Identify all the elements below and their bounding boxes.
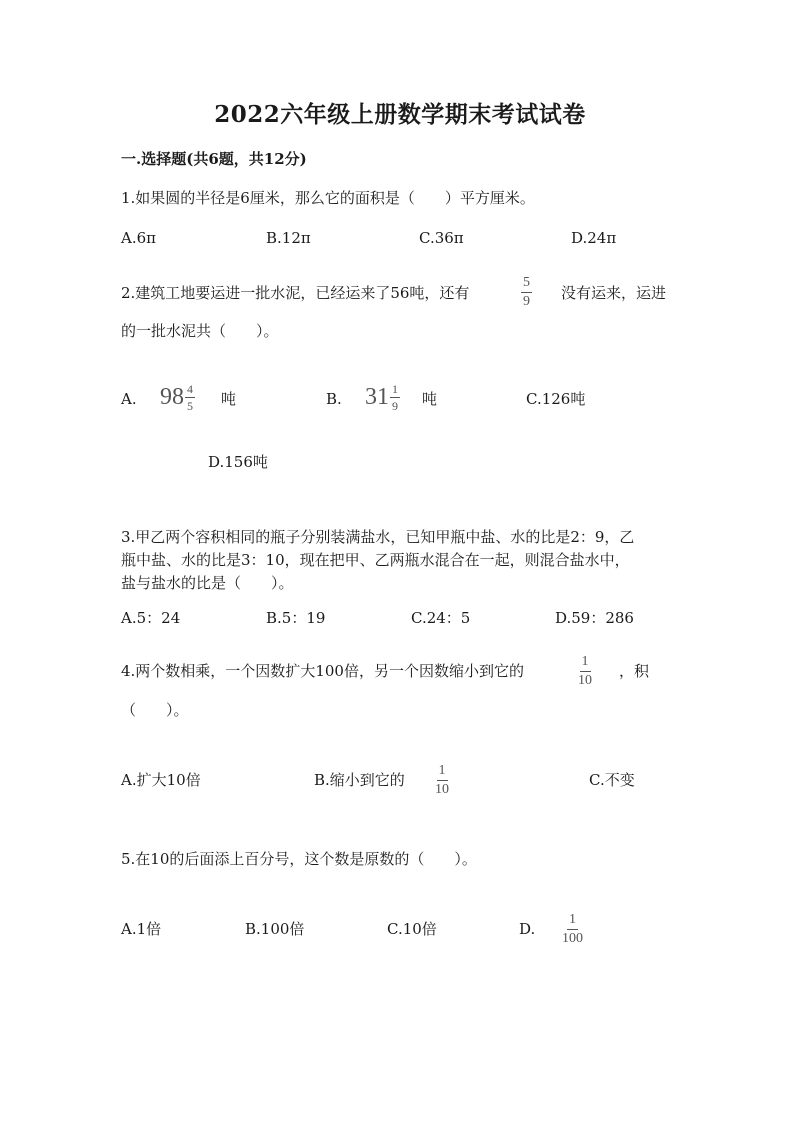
question-2-stem-part2: 没有运来，运进	[561, 284, 667, 302]
fraction-numerator: 4	[187, 382, 193, 396]
question-1-stem: 1.如果圆的半径是6厘米，那么它的面积是（ ）平方厘米。	[121, 189, 535, 207]
question-2-option-a-value	[160, 383, 195, 412]
question-4-stem-part1: 4.两个数相乘，一个因数扩大100倍，另一个因数缩小到它的	[121, 662, 524, 680]
question-3-option-d: D.59：286	[555, 609, 634, 627]
question-5-option-b: B.100倍	[245, 920, 305, 938]
fraction-numerator: 1	[437, 764, 448, 781]
question-2-stem-part3: 的一批水泥共（ ）。	[121, 322, 279, 340]
question-2-option-a-unit: 吨	[221, 390, 237, 408]
fraction-numerator: 1	[392, 382, 398, 396]
mixed-whole: 31	[365, 384, 389, 410]
question-2-fraction	[521, 276, 532, 309]
question-3-option-a: A.5：24	[121, 609, 181, 627]
question-5-option-d-fraction	[562, 913, 583, 946]
question-1-option-a: A.6π	[121, 229, 157, 247]
question-2-stem-part1: 2.建筑工地要运进一批水泥，已经运来了56吨，还有	[121, 284, 470, 302]
question-2-option-d: D.156吨	[208, 453, 268, 471]
question-3-stem-line1: 3.甲乙两个容积相同的瓶子分别装满盐水，已知甲瓶中盐、水的比是2：9，乙	[121, 528, 635, 546]
question-2-option-b-unit: 吨	[422, 390, 438, 408]
question-5-option-d-label: D.	[519, 920, 536, 938]
fraction-numerator: 1	[580, 655, 591, 672]
question-4-stem-part3: （ ）。	[121, 701, 189, 719]
question-2-option-b-label: B.	[326, 390, 342, 408]
question-2-option-b-value	[365, 383, 400, 412]
question-4-option-b-fraction	[435, 764, 449, 797]
question-5-stem: 5.在10的后面添上百分号，这个数是原数的（ ）。	[121, 850, 477, 868]
question-3-option-b: B.5：19	[266, 609, 326, 627]
fraction-denominator: 10	[578, 673, 592, 688]
question-1-option-c: C.36π	[419, 229, 464, 247]
question-1-option-b: B.12π	[266, 229, 311, 247]
question-1-option-d: D.24π	[571, 229, 617, 247]
section-heading: 一.选择题(共6题，共12分)	[121, 150, 307, 168]
page-title: 2022六年级上册数学期末考试试卷	[214, 101, 586, 128]
fraction-denominator: 10	[435, 782, 449, 797]
question-2-option-c: C.126吨	[526, 390, 586, 408]
question-2-option-a-label: A.	[121, 390, 137, 408]
fraction-denominator: 5	[187, 399, 193, 413]
fraction-denominator: 9	[523, 294, 530, 309]
question-4-option-a: A.扩大10倍	[121, 771, 201, 789]
question-3-stem-line3: 盐与盐水的比是（ ）。	[121, 574, 294, 592]
fraction-numerator: 5	[521, 276, 532, 293]
question-3-stem-line2: 瓶中盐、水的比是3：10，现在把甲、乙两瓶水混合在一起，则混合盐水中，	[121, 551, 630, 569]
fraction-denominator: 100	[562, 931, 583, 946]
question-4-option-b: B.缩小到它的	[314, 771, 405, 789]
question-4-option-c: C.不变	[589, 771, 635, 789]
question-5-option-c: C.10倍	[387, 920, 437, 938]
question-3-option-c: C.24：5	[411, 609, 471, 627]
question-4-stem-part2: ，积	[619, 662, 650, 680]
question-4-fraction	[578, 655, 592, 688]
question-5-option-a: A.1倍	[121, 920, 162, 938]
fraction-numerator: 1	[567, 913, 578, 930]
mixed-whole: 98	[160, 384, 184, 410]
fraction-denominator: 9	[392, 399, 398, 413]
